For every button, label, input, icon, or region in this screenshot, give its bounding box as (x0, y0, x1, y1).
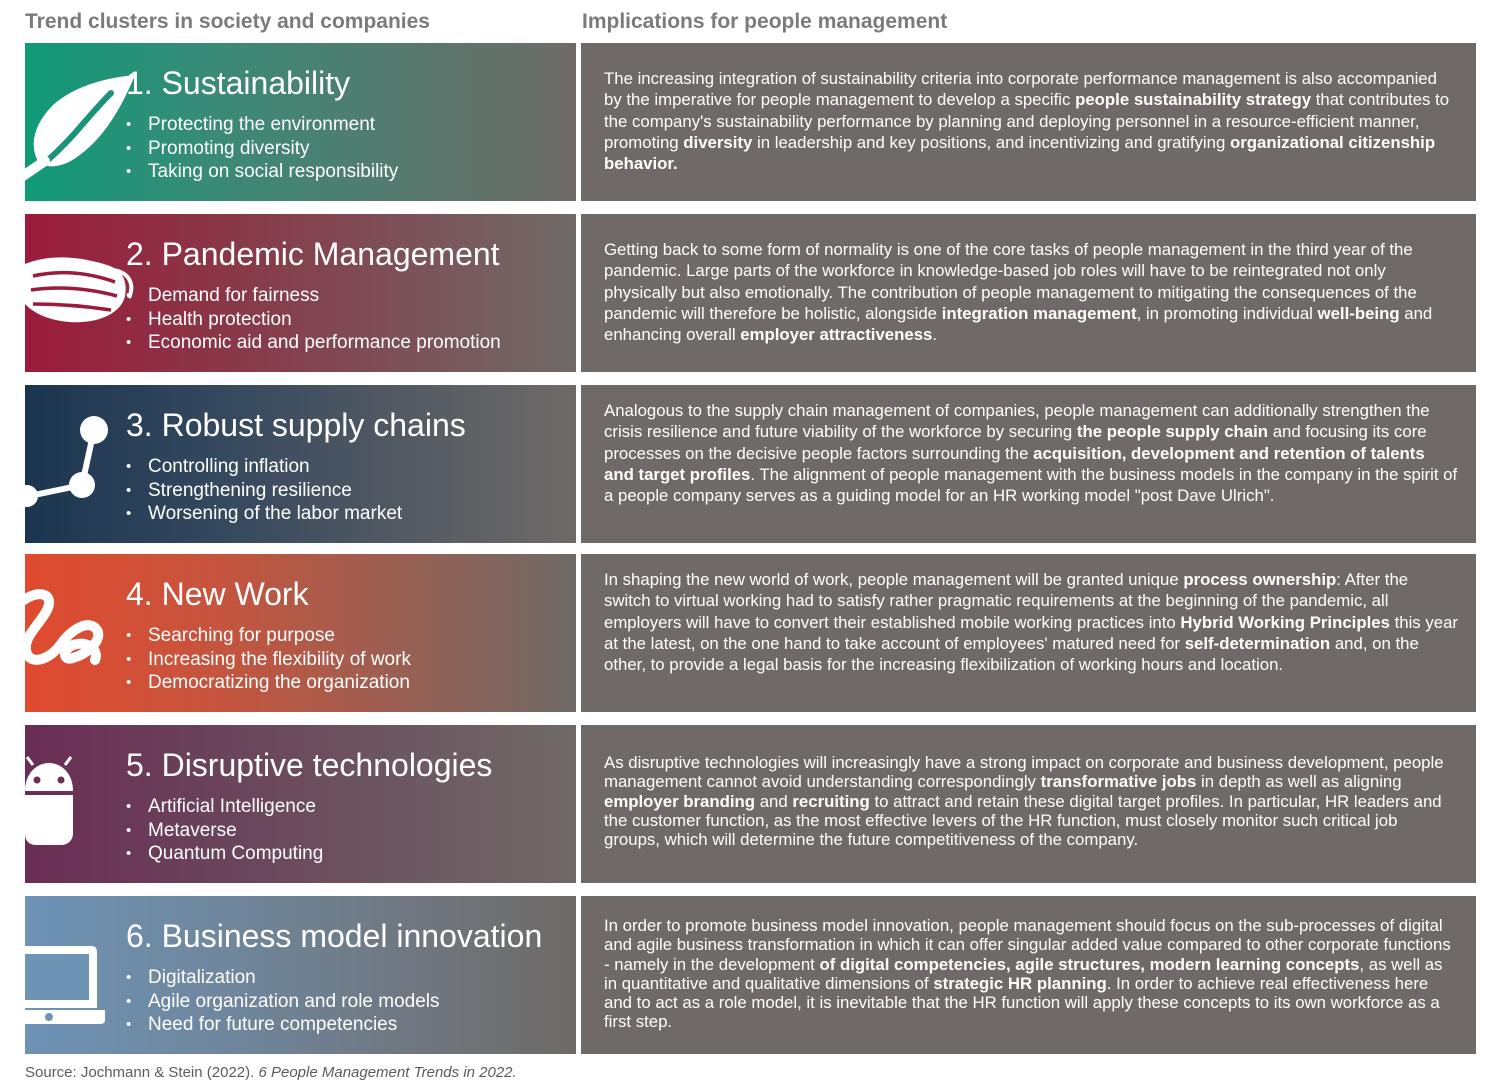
emphasis-text: people sustainability strategy (1075, 90, 1312, 110)
trend-bullets (126, 795, 323, 866)
laptop-icon (25, 896, 135, 1054)
emphasis-text: diversity (683, 132, 753, 152)
body-text: , in promoting individual (1136, 303, 1318, 323)
emphasis-text: employer attractiveness (740, 325, 933, 345)
body-text: . (932, 325, 938, 345)
emphasis-text: self-determination (1184, 633, 1331, 653)
trend-row-sustainability (25, 43, 1476, 201)
source-title: 6 People Management Trends in 2022. (258, 1064, 517, 1081)
trend-bullets (126, 113, 398, 184)
implication-text (604, 400, 1458, 506)
body-text: this year at the latest, on the one hand to take account of employees' matured need for (604, 612, 1459, 653)
emphasis-text: recruiting (792, 791, 870, 811)
implication-panel (581, 385, 1476, 543)
trend-bullets (126, 284, 501, 355)
implication-panel (581, 214, 1476, 372)
body-text: to attract and retain these digital target profiles. In particular, HR leaders and the customer function, as the most effective levers of the HR function, must closely monitor such critical job groups, which will determine the future competitiveness of the company. (604, 791, 1442, 850)
trend-bullet: • Quantum Computing (126, 842, 323, 866)
trend-title: 1. Sustainability (126, 65, 351, 101)
implication-text (604, 569, 1458, 675)
body-text: The increasing integration of sustainability criteria into corporate performance management is also accompanied by the imperative for people management to develop a specific (604, 69, 1437, 110)
trend-row-pandemic-management (25, 214, 1476, 372)
trend-row-new-work (25, 554, 1476, 712)
body-text: : After the switch to virtual working had to satisfy rather pragmatic requirements at the beginning of the pandemic, all employers will have to convert their established mobile working practices into (604, 570, 1409, 632)
body-text: Analogous to the supply chain management of companies, people management can additionally strengthen the crisis resilience and future viability of the workforce by securing (604, 401, 1430, 442)
source-prefix: Source: Jochmann & Stein (2022). (25, 1064, 259, 1081)
trend-title: 6. Business model innovation (126, 918, 543, 954)
trend-row-robust-supply-chains (25, 385, 1476, 543)
trend-panel (25, 554, 576, 712)
emphasis-text: acquisition, development and retention of talents and target profiles (604, 443, 1425, 484)
emphasis-text: transformative jobs (1040, 772, 1197, 792)
leaf-icon (25, 43, 135, 201)
trend-bullet: • Agile organization and role models (126, 990, 440, 1014)
emphasis-text: Hybrid Working Principles (1180, 612, 1390, 632)
implication-panel (581, 725, 1476, 883)
emphasis-text: well-being (1317, 303, 1400, 323)
emphasis-text: the people supply chain (1076, 422, 1269, 442)
android-robot-icon (25, 725, 135, 883)
left-column-header: Trend clusters in society and companies (25, 10, 430, 33)
body-text: and (755, 791, 793, 811)
trend-panel (25, 725, 576, 883)
implication-panel (581, 896, 1476, 1054)
trend-bullet: • Artificial Intelligence (126, 795, 323, 819)
trend-bullet: • Metaverse (126, 819, 323, 843)
body-text: in leadership and key positions, and incentivizing and gratifying (752, 132, 1230, 152)
squiggle-icon (25, 554, 135, 712)
trend-bullet: • Demand for fairness (126, 284, 501, 308)
trend-bullet: • Democratizing the organization (126, 671, 411, 695)
trend-row-business-model-innovation (25, 896, 1476, 1054)
body-text: and enhancing overall (604, 303, 1433, 345)
trend-panel (25, 385, 576, 543)
trend-bullet: • Digitalization (126, 966, 440, 990)
trend-bullet: • Controlling inflation (126, 455, 402, 479)
body-text: and focusing its core processes on the decisive people factors surrounding the (604, 422, 1427, 463)
body-text: , as well as in quantitative and qualitative dimensions of (604, 954, 1443, 993)
face-mask-icon (25, 214, 135, 372)
body-text: In shaping the new world of work, people management will be granted unique (604, 570, 1184, 589)
emphasis-text: of digital competencies, agile structures, modern learning concepts (819, 954, 1360, 974)
network-nodes-icon (25, 385, 135, 543)
trend-panel (25, 43, 576, 201)
emphasis-text: process ownership (1183, 570, 1337, 589)
implication-panel (581, 43, 1476, 201)
trend-title: 4. New Work (126, 576, 309, 612)
implication-panel (581, 554, 1476, 712)
body-text: and, on the other, to provide a legal basis for the increasing flexibilization of working hours and location. (604, 633, 1419, 675)
trend-panel (25, 896, 576, 1054)
body-text: . In order to achieve real effectiveness here and to act as a role model, it is inevitable that the HR function will apply these concepts to its own workforce as a first step. (604, 973, 1440, 1032)
trend-row-disruptive-technologies (25, 725, 1476, 883)
source-citation (25, 1064, 517, 1081)
trend-bullet: • Health protection (126, 308, 501, 332)
trend-title: 3. Robust supply chains (126, 407, 466, 443)
trend-bullets (126, 966, 440, 1037)
emphasis-text: strategic HR planning (933, 973, 1107, 993)
implication-text (604, 753, 1458, 849)
trend-bullets (126, 624, 411, 695)
implication-text (604, 68, 1458, 174)
emphasis-text: integration management (941, 303, 1137, 323)
body-text: in depth as well as aligning (1196, 772, 1402, 792)
right-column-header: Implications for people management (582, 10, 948, 33)
body-text: . The alignment of people management with the business models in the company in the spirit of a people company serves as a guiding model for an HR working model "post Dave Ulrich". (604, 464, 1458, 506)
body-text: As disruptive technologies will increasingly have a strong impact on corporate and business development, people management cannot avoid understanding correspondingly (604, 753, 1444, 792)
trend-bullet: • Increasing the flexibility of work (126, 648, 411, 672)
trend-bullet: • Protecting the environment (126, 113, 398, 137)
body-text: that contributes to the company's sustainability performance by planning and deploying personnel in a resource-efficient manner, promoting (604, 90, 1450, 152)
trend-bullet: • Promoting diversity (126, 137, 398, 161)
trend-title: 5. Disruptive technologies (126, 747, 493, 783)
trend-panel (25, 214, 576, 372)
trend-bullet: • Taking on social responsibility (126, 160, 398, 184)
trend-bullet: • Strengthening resilience (126, 479, 402, 503)
trend-bullet: • Need for future competencies (126, 1013, 440, 1037)
emphasis-text: organizational citizenship behavior. (604, 132, 1436, 174)
trend-bullet: • Economic aid and performance promotion (126, 331, 501, 355)
implication-text (604, 239, 1458, 345)
trend-bullet: • Worsening of the labor market (126, 502, 402, 526)
body-text: Getting back to some form of normality is one of the core tasks of people management in the third year of the pandemic. Large parts of the workforce in knowledge-based job roles will have to be reintegrated not only physically but also emotionally. The contribution of people management to mitigating the consequences of the pandemic will therefore be holistic, alongside (604, 240, 1417, 323)
trend-bullet: • Searching for purpose (126, 624, 411, 648)
body-text: In order to promote business model innovation, people management should focus on the sub-processes of digital and agile business transformation in which it can offer singular added value compared to other corporate functions - namely in the development (604, 916, 1451, 974)
emphasis-text: employer branding (604, 791, 756, 811)
trend-bullets (126, 455, 402, 526)
implication-text (604, 916, 1458, 1032)
trend-title: 2. Pandemic Management (126, 236, 500, 272)
